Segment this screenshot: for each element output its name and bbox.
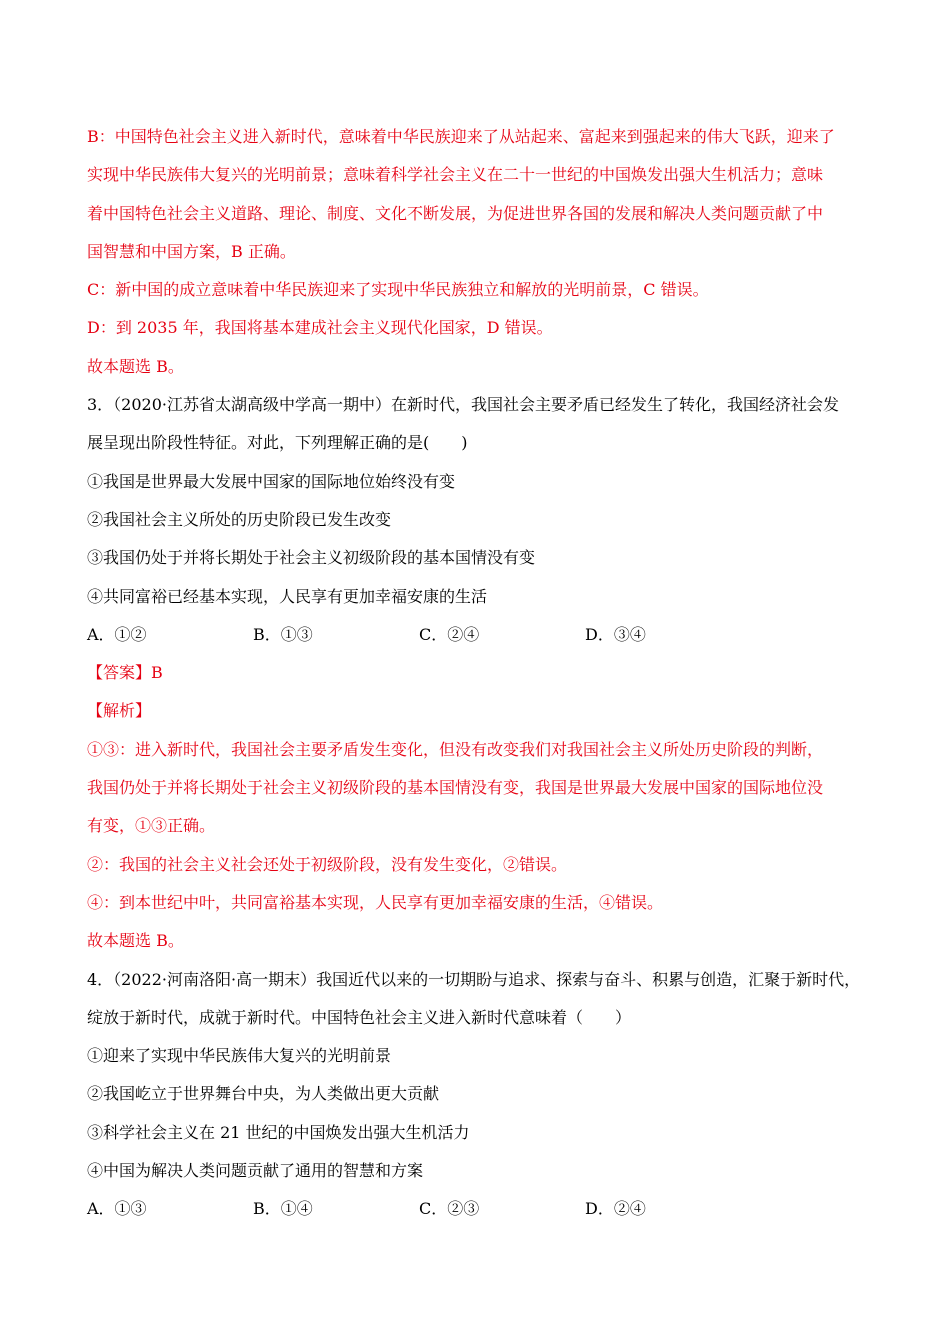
option-a: A．①③ xyxy=(87,1199,147,1219)
prev-analysis xyxy=(87,118,867,386)
question-3 xyxy=(87,386,867,960)
analysis-line: 有变，①③正确。 xyxy=(87,816,216,836)
analysis-line: 实现中华民族伟大复兴的光明前景；意味着科学社会主义在二十一世纪的中国焕发出强大生机活力；意味 xyxy=(87,165,824,185)
analysis-conclusion: 故本题选 B。 xyxy=(87,356,184,376)
question-stem: 绽放于新时代，成就于新时代。中国特色社会主义进入新时代意味着（ ） xyxy=(87,1007,632,1027)
options-row xyxy=(87,1190,867,1228)
statement: ④共同富裕已经基本实现，人民享有更加幸福安康的生活 xyxy=(87,586,488,606)
analysis-line: D：到 2035 年，我国将基本建成社会主义现代化国家，D 错误。 xyxy=(87,318,553,338)
option-d: D．②④ xyxy=(585,1199,646,1219)
analysis-line: ②：我国的社会主义社会还处于初级阶段，没有发生变化，②错误。 xyxy=(87,854,568,874)
statement: ①迎来了实现中华民族伟大复兴的光明前景 xyxy=(87,1046,392,1066)
option-c: C．②③ xyxy=(419,1199,480,1219)
statement: ②我国屹立于世界舞台中央，为人类做出更大贡献 xyxy=(87,1084,440,1104)
option-d: D．③④ xyxy=(585,624,646,644)
analysis-line: 国智慧和中国方案，B 正确。 xyxy=(87,241,296,261)
statement: ①我国是世界最大发展中国家的国际地位始终没有变 xyxy=(87,471,456,491)
analysis-line: C：新中国的成立意味着中华民族迎来了实现中华民族独立和解放的光明前景，C 错误。 xyxy=(87,280,709,300)
options-row xyxy=(87,616,867,654)
option-a: A．①② xyxy=(87,624,147,644)
analysis-label: 【解析】 xyxy=(87,701,152,721)
statement: ②我国社会主义所处的历史阶段已发生改变 xyxy=(87,509,392,529)
statement: ③我国仍处于并将长期处于社会主义初级阶段的基本国情没有变 xyxy=(87,548,536,568)
question-stem: 3．（2020·江苏省太湖高级中学高一期中）在新时代，我国社会主要矛盾已经发生了转化，我国经济社会发 xyxy=(87,395,839,415)
analysis-conclusion: 故本题选 B。 xyxy=(87,931,184,951)
analysis-line: ①③：进入新时代，我国社会主要矛盾发生变化，但没有改变我们对我国社会主义所处历史阶段的判断， xyxy=(87,739,824,759)
analysis-line: 我国仍处于并将长期处于社会主义初级阶段的基本国情没有变，我国是世界最大发展中国家的国际地位没 xyxy=(87,778,824,798)
statement: ③科学社会主义在 21 世纪的中国焕发出强大生机活力 xyxy=(87,1122,470,1142)
option-b: B．①③ xyxy=(253,624,313,644)
analysis-line: 着中国特色社会主义道路、理论、制度、文化不断发展，为促进世界各国的发展和解决人类问题贡献了中 xyxy=(87,203,824,223)
page-content xyxy=(87,118,867,1229)
question-stem: 4．（2022·河南洛阳·高一期末）我国近代以来的一切期盼与追求、探索与奋斗、积累与创造，汇聚于新时代， xyxy=(87,969,861,989)
analysis xyxy=(87,731,867,961)
question-4 xyxy=(87,961,867,1229)
question-stem: 展呈现出阶段性特征。对此，下列理解正确的是( ) xyxy=(87,433,468,453)
option-c: C．②④ xyxy=(419,624,480,644)
statement: ④中国为解决人类问题贡献了通用的智慧和方案 xyxy=(87,1161,424,1181)
option-b: B．①④ xyxy=(253,1199,313,1219)
analysis-line: ④：到本世纪中叶，共同富裕基本实现，人民享有更加幸福安康的生活，④错误。 xyxy=(87,892,664,912)
analysis-line: B：中国特色社会主义进入新时代，意味着中华民族迎来了从站起来、富起来到强起来的伟大飞跃，迎来了 xyxy=(87,127,835,146)
answer-label: 【答案】B xyxy=(87,663,163,683)
